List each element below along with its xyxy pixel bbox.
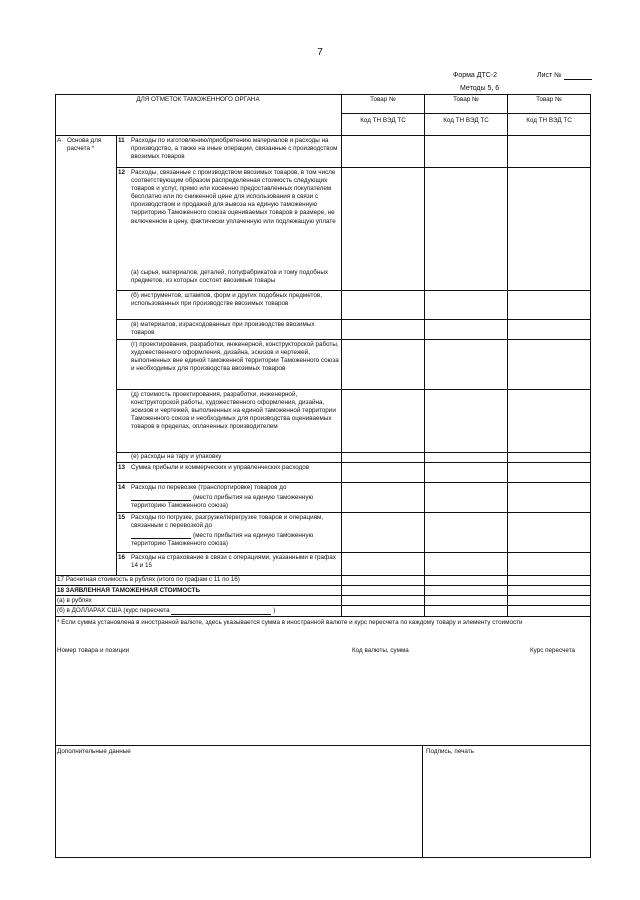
goods-number-header-2: Товар № bbox=[453, 96, 479, 103]
row-12g-text: (г) проектирования, разработки, инженерной, конструкторской работы, художественного оформления, дизайна, эскизов и чертежей, выполненных вне единой таможенной территории Таможенного союза и необходимых для производства ввозимых товаров bbox=[131, 341, 339, 373]
row-13-number: 13 bbox=[118, 464, 126, 471]
row-16-number: 16 bbox=[118, 554, 126, 561]
row-18b-line bbox=[57, 607, 339, 615]
row-12e-text: (е) расходы на тару и упаковку bbox=[131, 453, 222, 460]
section-a-label: Основа для расчета * bbox=[67, 137, 102, 153]
row-12-text: Расходы, связанные с производством ввозимых товаров, в том числе соответствующим образом распределенная стоимость следующих товаров и услуг, прямо или косвенно предоставленных покупателем бесплатно или по сниженной цене для использования в связи с производством и продажей для вывоза на единую таможенную территорию Таможенного союза оцениваемых товаров в размере, не включенном в цену, фактически уплаченную или подлежащую уплате bbox=[131, 169, 336, 225]
row-12v-text: (в) материалов, израсходованных при производстве ввозимых товаров bbox=[131, 321, 315, 337]
hs-code-header-2: Код ТН ВЭД ТС bbox=[443, 117, 489, 124]
signature-label: Подпись, печать bbox=[426, 748, 474, 755]
goods-number-header-3: Товар № bbox=[536, 96, 562, 103]
foreign-currency-column: Код валюты, сумма bbox=[352, 647, 409, 654]
row-11-text: Расходы по изготовлению/приобретению материалов и расходы на производство, а также на иные операции, связанные с производством ввозимых товаров bbox=[131, 137, 338, 161]
row-14-number: 14 bbox=[118, 484, 126, 491]
section-a-letter: А bbox=[57, 137, 62, 144]
usd-rate-field[interactable] bbox=[171, 607, 271, 615]
customs-marks-header: ДЛЯ ОТМЕТОК ТАМОЖЕННОГО ОРГАНА bbox=[136, 96, 260, 103]
row-12a-text: (а) сырья, материалов, деталей, полуфабрикатов и тому подобных предметов, из которых состоят ввозимые товары bbox=[131, 269, 328, 285]
row-14-text: Расходы по перевозке (транспортировке) товаров до bbox=[131, 484, 287, 491]
row-11-number: 11 bbox=[118, 137, 125, 144]
hs-code-header-1: Код ТН ВЭД ТС bbox=[360, 117, 406, 124]
row-13-text: Сумма прибыли и коммерческих и управленческих расходов bbox=[131, 464, 310, 471]
row-18b-close: ) bbox=[273, 607, 276, 614]
hs-code-header-3: Код ТН ВЭД ТС bbox=[526, 117, 572, 124]
page-number: 7 bbox=[317, 47, 323, 58]
row-18-title: 18 ЗАЯВЛЕННАЯ ТАМОЖЕННАЯ СТОИМОСТЬ bbox=[57, 587, 200, 594]
row-17-text: 17 Расчетная стоимость в рублях (итого по графам с 11 по 16) bbox=[57, 576, 240, 583]
sheet-label-text: Лист № bbox=[537, 72, 562, 79]
row-12b-text: (б) инструментов, штампов, форм и других подобных предметов, использованных при производстве ввозимых товаров bbox=[131, 292, 322, 308]
goods-number-header-1: Товар № bbox=[370, 96, 396, 103]
footnote-text: * Если сумма установлена в иностранной валюте, здесь указывается сумма в иностранной валюте и курс пересчета по каждому товару и элементу стоимости bbox=[57, 619, 523, 626]
row-15-text: Расходы по погрузке, разгрузке/перегрузке товаров и операциям, связанным с перевозкой до bbox=[131, 514, 324, 530]
foreign-rate-column: Курс пересчета bbox=[530, 647, 576, 654]
row-16-text: Расходы на страхование в связи с операциями, указанными в графах 14 и 15 bbox=[131, 554, 336, 570]
row-18b-text: (б) в ДОЛЛАРАХ США (курс пересчета bbox=[57, 607, 170, 614]
foreign-goods-column: Номер товара и позиции bbox=[57, 647, 130, 654]
row-15-number: 15 bbox=[118, 514, 126, 521]
row-12-number: 12 bbox=[118, 169, 126, 176]
row-12d-text: (д) стоимость проектирования, разработки, инженерной, конструкторской работы, художественного оформления, дизайна, эскизов и чертежей, выполненных на единой таможенной территории Таможенного союза и необходимых для производства оцениваемых товаров в пределах, оплаченных производителем bbox=[131, 391, 336, 431]
row-18a-text: (а) в рублях bbox=[57, 597, 92, 604]
row-14-place-note: (место прибытия на единую таможенную территорию Таможенного союза) bbox=[131, 494, 314, 510]
sheet-number-field[interactable] bbox=[564, 71, 592, 80]
sheet-label bbox=[537, 71, 592, 80]
form-name: Форма ДТС-2 bbox=[453, 72, 498, 79]
additional-data-label: Дополнительные данные bbox=[57, 748, 131, 755]
methods-label: Методы 5, 6 bbox=[460, 85, 500, 92]
row-15-place-note: (место прибытия на единую таможенную территорию Таможенного союза) bbox=[131, 532, 314, 548]
